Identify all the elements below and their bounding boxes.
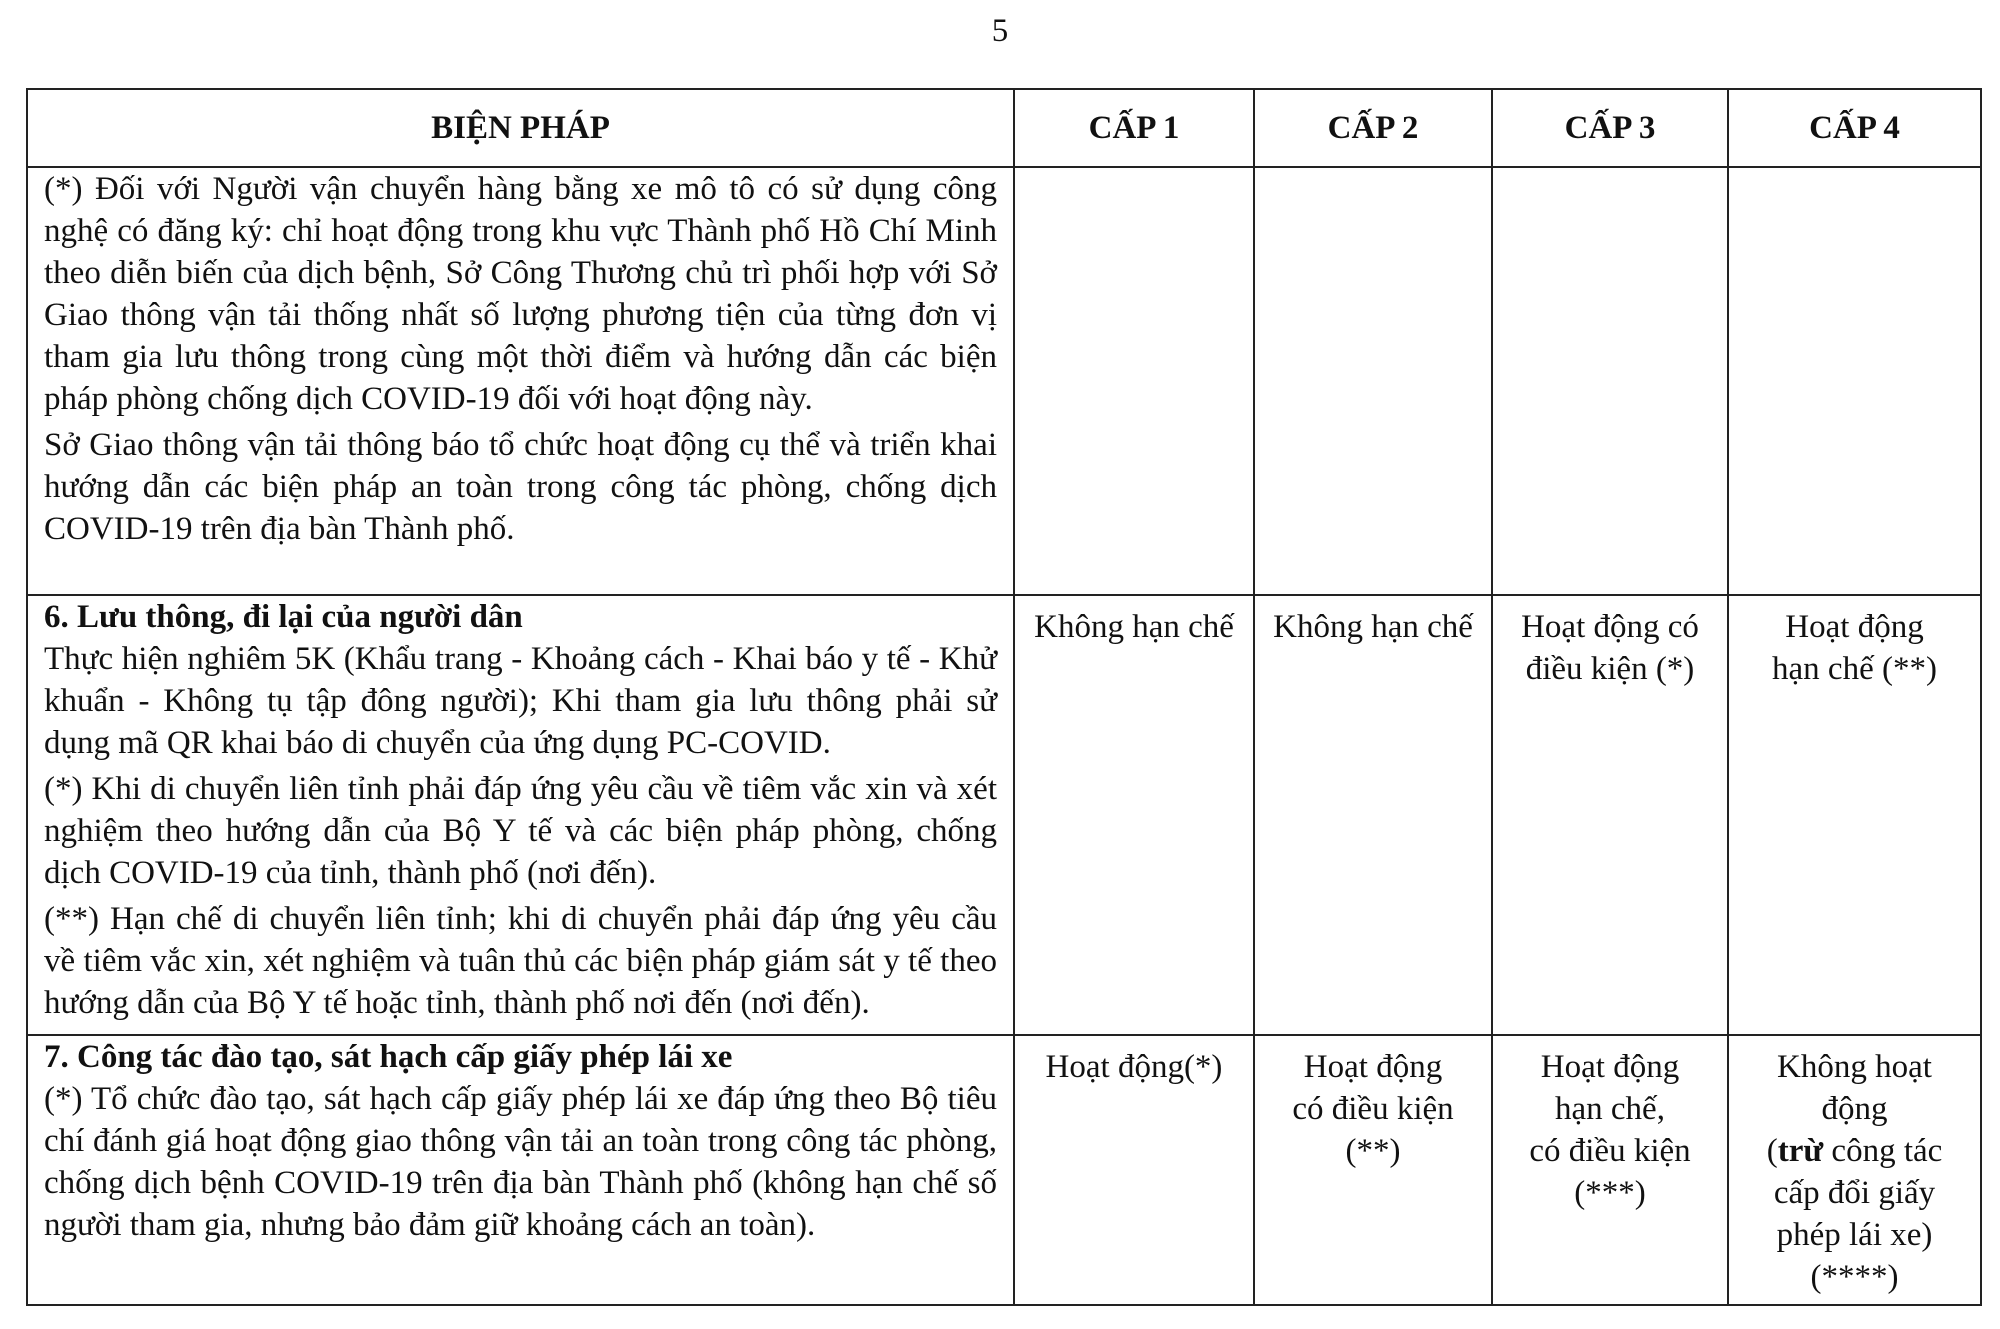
level-3-cell <box>1492 595 1728 1035</box>
level-text: (**) <box>1345 1133 1401 1169</box>
level-text: Hoạt động(*) <box>1045 1049 1223 1085</box>
level-text: có điều kiện <box>1529 1133 1691 1169</box>
level-4-cell: Không hoạt động (trừ công tác cấp đổi giấy phép lái xe) (****) <box>1728 1035 1981 1305</box>
level-text: có điều kiện <box>1292 1091 1454 1127</box>
level-2-cell <box>1254 167 1492 595</box>
level-text-bold: trừ <box>1777 1133 1824 1169</box>
level-text: Không hạn chế <box>1273 609 1473 645</box>
section-title: 7. Công tác đào tạo, sát hạch cấp giấy phép lái xe <box>44 1039 733 1075</box>
page-number: 5 <box>991 13 1009 49</box>
level-text: phép lái xe) <box>1776 1217 1933 1253</box>
level-text: (****) <box>1810 1259 1899 1295</box>
level-1-cell <box>1014 595 1254 1035</box>
measures-table <box>26 88 1982 1306</box>
level-text: cấp đổi giấy <box>1773 1175 1936 1211</box>
header-measure: BIỆN PHÁP <box>27 89 1014 167</box>
level-2-cell <box>1254 595 1492 1035</box>
level-1-cell <box>1014 1035 1254 1305</box>
measure-cell <box>27 595 1014 1035</box>
measure-cell <box>27 167 1014 595</box>
level-text: công tác <box>1831 1133 1943 1169</box>
paragraph: (**) Hạn chế di chuyển liên tỉnh; khi di chuyển phải đáp ứng yêu cầu về tiêm vắc xin, xét nghiệm và tuân thủ các biện pháp giám sát y tế theo hướng dẫn của Bộ Y tế hoặc tỉnh, thành phố nơi đến (nơi đến). <box>44 901 997 1021</box>
level-text: (***) <box>1574 1175 1646 1211</box>
level-text: hạn chế (**) <box>1772 651 1937 687</box>
table-row-driver-license <box>27 1035 1981 1305</box>
level-3-cell <box>1492 167 1728 595</box>
level-3-cell <box>1492 1035 1728 1305</box>
level-text: Hoạt động <box>1540 1049 1680 1085</box>
paragraph: Sở Giao thông vận tải thông báo tổ chức hoạt động cụ thể và triển khai hướng dẫn các biện pháp an toàn trong công tác phòng, chống dịch COVID-19 trên địa bàn Thành phố. <box>44 427 997 547</box>
header-row <box>27 89 1981 167</box>
level-text: động <box>1821 1091 1888 1127</box>
level-4-cell <box>1728 595 1981 1035</box>
level-text: điều kiện (*) <box>1525 651 1695 687</box>
measure-cell <box>27 1035 1014 1305</box>
paragraph: Thực hiện nghiêm 5K (Khẩu trang - Khoảng cách - Khai báo y tế - Khử khuẩn - Không tụ tập đông người); Khi tham gia lưu thông phải sử dụng mã QR khai báo di chuyển của ứng dụng PC-COVID. <box>44 641 997 761</box>
level-text: Hoạt động <box>1303 1049 1443 1085</box>
paragraph: (*) Tổ chức đào tạo, sát hạch cấp giấy phép lái xe đáp ứng theo Bộ tiêu chí đánh giá hoạt động giao thông vận tải an toàn trong công tác phòng, chống dịch bệnh COVID-19 trên địa bàn Thành phố (không hạn chế số người tham gia, nhưng bảo đảm giữ khoảng cách an toàn). <box>44 1081 997 1243</box>
level-2-cell <box>1254 1035 1492 1305</box>
header-level-3: CẤP 3 <box>1492 89 1728 167</box>
level-text: Hoạt động <box>1785 609 1924 645</box>
level-text: Không hoạt <box>1777 1049 1932 1085</box>
level-text: Hoạt động có <box>1521 609 1699 645</box>
table-row-continued <box>27 167 1981 595</box>
header-level-4: CẤP 4 <box>1728 89 1981 167</box>
table-row-travel <box>27 595 1981 1035</box>
level-text: hạn chế, <box>1555 1091 1665 1127</box>
paragraph: (*) Đối với Người vận chuyển hàng bằng xe mô tô có sử dụng công nghệ có đăng ký: chỉ hoạt động trong khu vực Thành phố Hồ Chí Minh theo diễn biến của dịch bệnh, Sở Công Thương chủ trì phối hợp với Sở Giao thông vận tải thống nhất số lượng phương tiện của từng đơn vị tham gia lưu thông trong cùng một thời điểm và hướng dẫn các biện pháp phòng chống dịch COVID-19 đối với hoạt động này. <box>44 171 997 417</box>
paragraph: (*) Khi di chuyển liên tỉnh phải đáp ứng yêu cầu về tiêm vắc xin và xét nghiệm theo hướng dẫn của Bộ Y tế và các biện pháp phòng, chống dịch COVID-19 của tỉnh, thành phố (nơi đến). <box>44 771 997 891</box>
header-level-1: CẤP 1 <box>1014 89 1254 167</box>
level-1-cell <box>1014 167 1254 595</box>
level-text: Không hạn chế <box>1034 609 1234 645</box>
section-title: 6. Lưu thông, đi lại của người dân <box>44 599 523 635</box>
header-level-2: CẤP 2 <box>1254 89 1492 167</box>
level-4-cell <box>1728 167 1981 595</box>
